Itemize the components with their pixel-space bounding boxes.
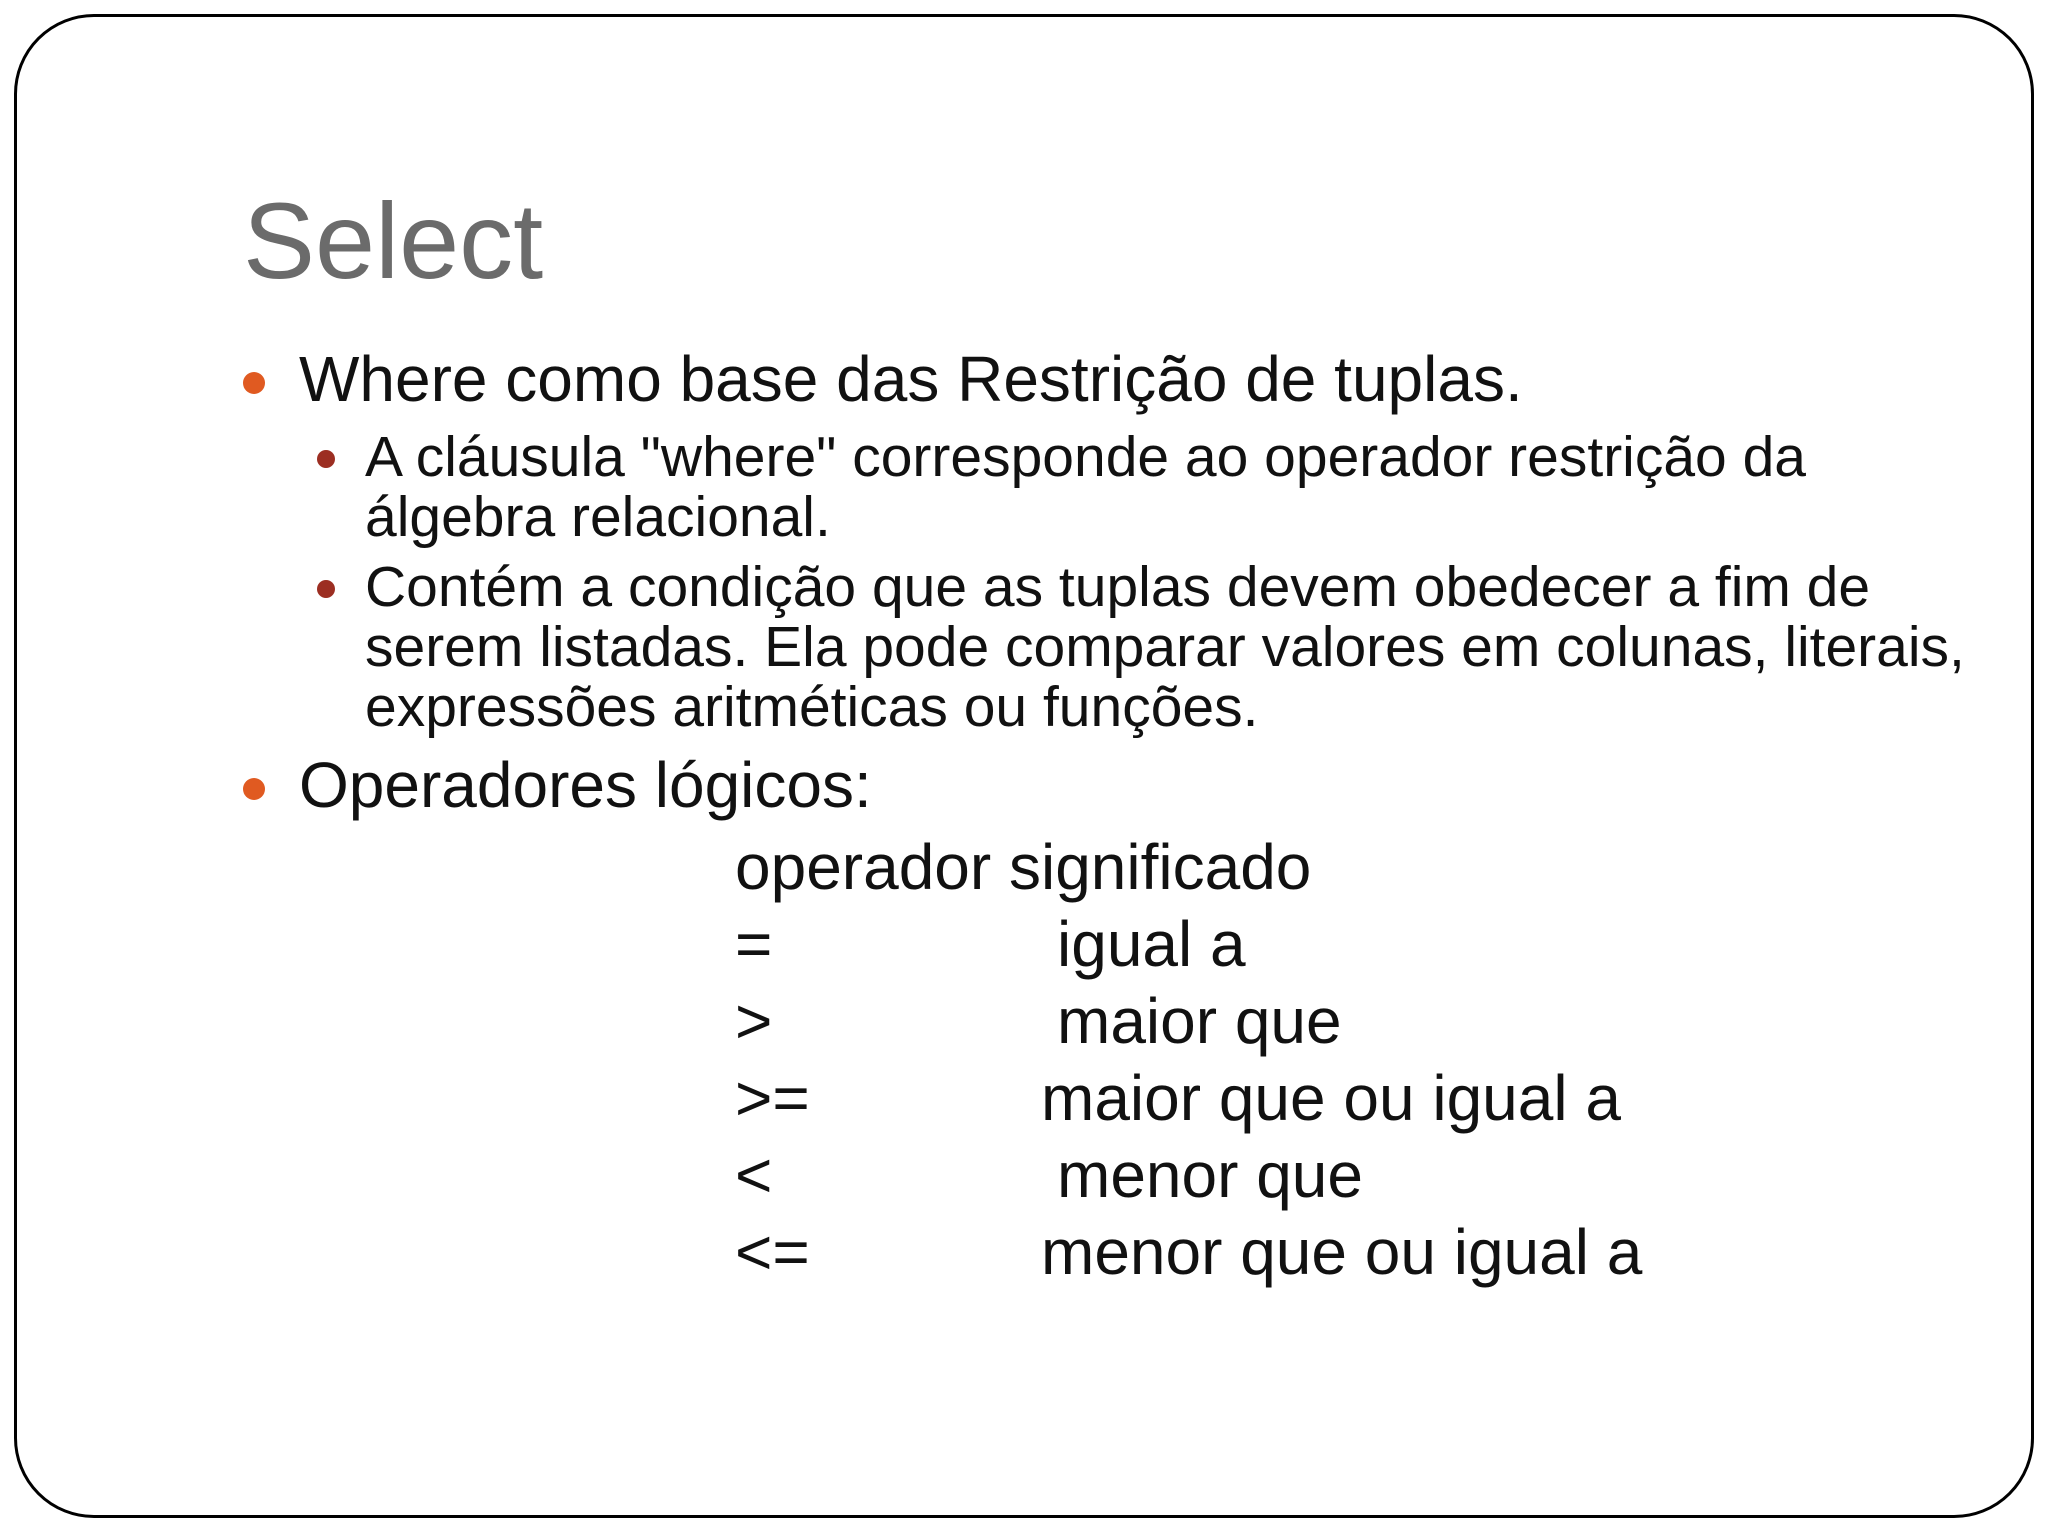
operator-row-equal: [735, 906, 1311, 983]
operator-symbol: >: [735, 985, 773, 1057]
operator-row-less: [735, 1137, 1363, 1214]
operator-row-less-equal: [735, 1214, 1643, 1291]
subbullet-condition-text: Contém a condição que as tuplas devem obedecer a fim de serem listadas. Ela pode comparar valores em colunas, literais, expressões aritméticas ou funções.: [365, 555, 1965, 739]
operator-symbol: <: [735, 1139, 773, 1211]
bullet-dot-icon: [243, 372, 265, 394]
slide-title: Select: [243, 180, 544, 301]
operator-symbol: >=: [735, 1062, 810, 1134]
operators-header: operador significado: [735, 831, 1312, 903]
subbullet-dot-icon: [317, 580, 335, 598]
bullet-operators: [243, 750, 2031, 820]
operator-symbol: =: [735, 908, 773, 980]
operator-symbol: <=: [735, 1216, 810, 1288]
operator-row-greater-equal: [735, 1060, 1621, 1137]
bullet-dot-icon: [243, 778, 265, 800]
operator-row-greater: [735, 983, 1342, 1060]
subbullet-where-clause-text: A cláusula "where" corresponde ao operador restrição da álgebra relacional.: [365, 425, 1806, 549]
operator-meaning: menor que ou igual a: [1041, 1216, 1643, 1288]
bullet-operators-text: Operadores lógicos:: [299, 749, 872, 821]
operators-table: [735, 829, 1643, 1291]
operator-meaning: maior que: [1057, 985, 1342, 1057]
subbullet-where-clause: [317, 427, 1977, 547]
subbullet-dot-icon: [317, 450, 335, 468]
operator-meaning: menor que: [1057, 1139, 1363, 1211]
bullet-where: [243, 344, 2031, 414]
operator-meaning: igual a: [1057, 908, 1246, 980]
bullet-where-text: Where como base das Restrição de tuplas.: [299, 343, 1523, 415]
operator-meaning: maior que ou igual a: [1041, 1062, 1621, 1134]
slide: [14, 14, 2034, 1518]
subbullet-condition: [317, 557, 1977, 737]
